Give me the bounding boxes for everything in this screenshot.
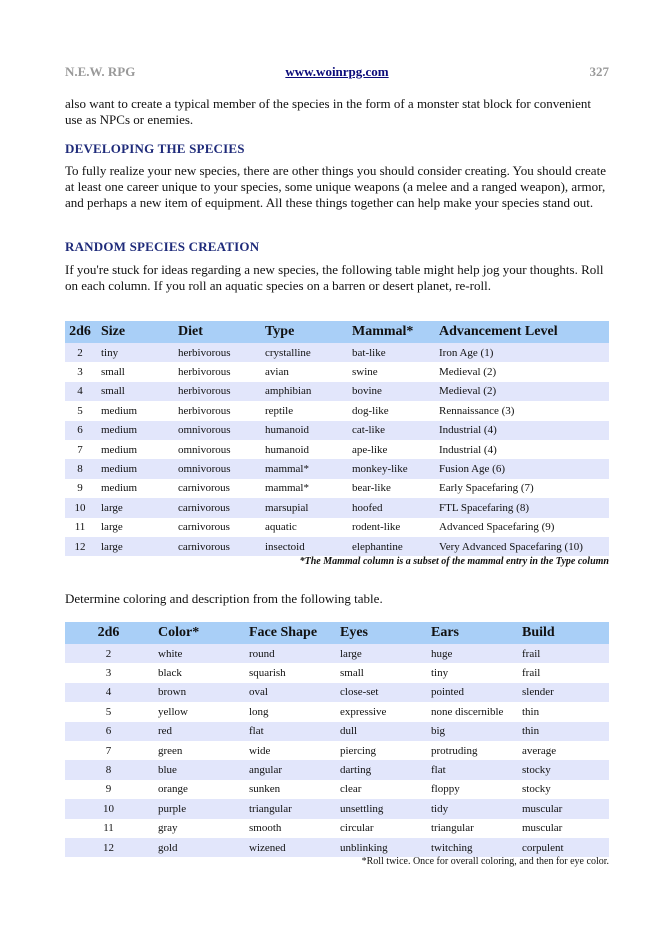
table-cell: small	[95, 362, 172, 381]
table-row	[65, 644, 609, 663]
table-cell: white	[152, 644, 243, 663]
description-table	[65, 622, 609, 857]
table-cell: triangular	[243, 799, 334, 818]
table-cell: Iron Age (1)	[433, 343, 609, 362]
table-cell: frail	[516, 663, 609, 682]
table-cell: average	[516, 741, 609, 760]
table-cell: thin	[516, 702, 609, 721]
table-cell: large	[334, 644, 425, 663]
table-cell: round	[243, 644, 334, 663]
table-cell: carnivorous	[172, 479, 259, 498]
table-row	[65, 421, 609, 440]
table-cell: carnivorous	[172, 498, 259, 517]
table-row	[65, 741, 609, 760]
table-row	[65, 722, 609, 741]
table-cell: ape-like	[346, 440, 433, 459]
table-cell: tidy	[425, 799, 516, 818]
table-cell: dog-like	[346, 401, 433, 420]
table-row	[65, 799, 609, 818]
table-cell: oval	[243, 683, 334, 702]
table-cell: herbivorous	[172, 362, 259, 381]
table-cell: large	[95, 537, 172, 556]
table-cell: swine	[346, 362, 433, 381]
table-cell: pointed	[425, 683, 516, 702]
table-cell: stocky	[516, 780, 609, 799]
table-row	[65, 702, 609, 721]
table-cell: flat	[425, 760, 516, 779]
table-cell: carnivorous	[172, 537, 259, 556]
table-cell: 7	[65, 741, 152, 760]
table-cell: 3	[65, 362, 95, 381]
table-cell: 9	[65, 780, 152, 799]
table-cell: tiny	[425, 663, 516, 682]
table-cell: squarish	[243, 663, 334, 682]
table-cell: huge	[425, 644, 516, 663]
table-cell: stocky	[516, 760, 609, 779]
table-cell: long	[243, 702, 334, 721]
table-cell: muscular	[516, 799, 609, 818]
table-cell: close-set	[334, 683, 425, 702]
table-cell: hoofed	[346, 498, 433, 517]
table-cell: triangular	[425, 819, 516, 838]
running-header	[65, 64, 609, 82]
table-cell: medium	[95, 479, 172, 498]
table-row	[65, 838, 609, 857]
header-book-title: N.E.W. RPG	[65, 64, 136, 79]
table-cell: 6	[65, 421, 95, 440]
table-cell: elephantine	[346, 537, 433, 556]
species-table-header-row	[65, 321, 609, 343]
table-cell: 7	[65, 440, 95, 459]
column-header: Build	[516, 622, 609, 644]
table-cell: 5	[65, 401, 95, 420]
table-cell: angular	[243, 760, 334, 779]
table-cell: floppy	[425, 780, 516, 799]
table-cell: 4	[65, 683, 152, 702]
table-cell: medium	[95, 459, 172, 478]
table-cell: brown	[152, 683, 243, 702]
table-cell: Rennaissance (3)	[433, 401, 609, 420]
table-cell: black	[152, 663, 243, 682]
column-header: Diet	[172, 321, 259, 343]
developing-paragraph: To fully realize your new species, there are other things you should consider creating. You should create at least one career unique to your species, some unique weapons (a melee and a ranged weapon), armor, and perhaps a new item of equipment. All these things together can help make your species stand out.	[65, 163, 606, 210]
table-cell: insectoid	[259, 537, 346, 556]
table-cell: sunken	[243, 780, 334, 799]
table-cell: expressive	[334, 702, 425, 721]
column-header: Face Shape	[243, 622, 334, 644]
table-cell: flat	[243, 722, 334, 741]
table-cell: carnivorous	[172, 518, 259, 537]
table-cell: herbivorous	[172, 401, 259, 420]
table-cell: omnivorous	[172, 459, 259, 478]
column-header: Eyes	[334, 622, 425, 644]
table-cell: yellow	[152, 702, 243, 721]
table-cell: clear	[334, 780, 425, 799]
table-cell: omnivorous	[172, 421, 259, 440]
table-cell: Industrial (4)	[433, 440, 609, 459]
table-cell: 10	[65, 498, 95, 517]
table-cell: darting	[334, 760, 425, 779]
table-cell: 10	[65, 799, 152, 818]
table-cell: bovine	[346, 382, 433, 401]
description-table-header-row	[65, 622, 609, 644]
table-row	[65, 440, 609, 459]
table-row	[65, 498, 609, 517]
table-cell: marsupial	[259, 498, 346, 517]
table-cell: mammal*	[259, 479, 346, 498]
table-cell: large	[95, 518, 172, 537]
table-cell: unblinking	[334, 838, 425, 857]
table-cell: smooth	[243, 819, 334, 838]
table-row	[65, 343, 609, 362]
table-cell: Fusion Age (6)	[433, 459, 609, 478]
table-cell: frail	[516, 644, 609, 663]
table-cell: Early Spacefaring (7)	[433, 479, 609, 498]
table-cell: piercing	[334, 741, 425, 760]
table-cell: FTL Spacefaring (8)	[433, 498, 609, 517]
table-cell: big	[425, 722, 516, 741]
table-cell: omnivorous	[172, 440, 259, 459]
table-cell: corpulent	[516, 838, 609, 857]
section-heading-random: RANDOM SPECIES CREATION	[65, 239, 260, 254]
table-cell: bear-like	[346, 479, 433, 498]
table-cell: cat-like	[346, 421, 433, 440]
table-cell: mammal*	[259, 459, 346, 478]
table-row	[65, 760, 609, 779]
species-table	[65, 321, 609, 556]
table-row	[65, 362, 609, 381]
table-cell: 2	[65, 644, 152, 663]
table-cell: 8	[65, 459, 95, 478]
table-cell: bat-like	[346, 343, 433, 362]
table-cell: gray	[152, 819, 243, 838]
table-cell: 5	[65, 702, 152, 721]
table-cell: wide	[243, 741, 334, 760]
table-cell: wizened	[243, 838, 334, 857]
section-heading-developing: DEVELOPING THE SPECIES	[65, 141, 245, 156]
table-cell: herbivorous	[172, 382, 259, 401]
table-cell: unsettling	[334, 799, 425, 818]
table-cell: slender	[516, 683, 609, 702]
table-cell: 12	[65, 537, 95, 556]
column-header: 2d6	[65, 321, 95, 343]
table-cell: aquatic	[259, 518, 346, 537]
table-cell: green	[152, 741, 243, 760]
table-row	[65, 459, 609, 478]
table-cell: small	[334, 663, 425, 682]
table-cell: protruding	[425, 741, 516, 760]
table-cell: rodent-like	[346, 518, 433, 537]
table-row	[65, 479, 609, 498]
table-cell: red	[152, 722, 243, 741]
column-header: Size	[95, 321, 172, 343]
table-cell: purple	[152, 799, 243, 818]
header-page-number: 327	[589, 64, 609, 79]
table-cell: Very Advanced Spacefaring (10)	[433, 537, 609, 556]
column-header: Advancement Level	[433, 321, 609, 343]
table-row	[65, 819, 609, 838]
table-cell: 12	[65, 838, 152, 857]
column-header: Mammal*	[346, 321, 433, 343]
table-cell: medium	[95, 440, 172, 459]
table-cell: orange	[152, 780, 243, 799]
table-cell: small	[95, 382, 172, 401]
column-header: Type	[259, 321, 346, 343]
species-table-footnote: *The Mammal column is a subset of the mammal entry in the Type column	[299, 556, 609, 567]
table-cell: 3	[65, 663, 152, 682]
table-cell: avian	[259, 362, 346, 381]
table-cell: medium	[95, 401, 172, 420]
table-cell: 9	[65, 479, 95, 498]
table-cell: thin	[516, 722, 609, 741]
table-row	[65, 780, 609, 799]
table-row	[65, 518, 609, 537]
table-cell: herbivorous	[172, 343, 259, 362]
table-cell: medium	[95, 421, 172, 440]
table-row	[65, 683, 609, 702]
table-cell: humanoid	[259, 421, 346, 440]
column-header: 2d6	[65, 622, 152, 644]
table-cell: reptile	[259, 401, 346, 420]
table-row	[65, 382, 609, 401]
table-cell: 11	[65, 819, 152, 838]
intro-paragraph: also want to create a typical member of the species in the form of a monster stat block for convenient use as NPCs or enemies.	[65, 96, 591, 127]
table-cell: 11	[65, 518, 95, 537]
table-cell: muscular	[516, 819, 609, 838]
table-row	[65, 663, 609, 682]
table-cell: Medieval (2)	[433, 362, 609, 381]
table-cell: twitching	[425, 838, 516, 857]
table-cell: Industrial (4)	[433, 421, 609, 440]
table-cell: amphibian	[259, 382, 346, 401]
table-cell: blue	[152, 760, 243, 779]
table-cell: 6	[65, 722, 152, 741]
table-cell: 8	[65, 760, 152, 779]
table-cell: none discernible	[425, 702, 516, 721]
coloring-paragraph: Determine coloring and description from the following table.	[65, 591, 383, 606]
table-cell: dull	[334, 722, 425, 741]
column-header: Ears	[425, 622, 516, 644]
column-header: Color*	[152, 622, 243, 644]
table-cell: crystalline	[259, 343, 346, 362]
table-cell: circular	[334, 819, 425, 838]
table-row	[65, 401, 609, 420]
table-cell: large	[95, 498, 172, 517]
table-cell: Medieval (2)	[433, 382, 609, 401]
random-paragraph: If you're stuck for ideas regarding a new species, the following table might help jog your thoughts. Roll on each column. If you roll an aquatic species on a barren or desert planet, re-roll.	[65, 262, 604, 293]
header-website-link[interactable]: www.woinrpg.com	[285, 64, 389, 79]
table-cell: monkey-like	[346, 459, 433, 478]
table-cell: humanoid	[259, 440, 346, 459]
table-cell: gold	[152, 838, 243, 857]
table-row	[65, 537, 609, 556]
table-cell: Advanced Spacefaring (9)	[433, 518, 609, 537]
table-cell: 2	[65, 343, 95, 362]
description-table-footnote: *Roll twice. Once for overall coloring, and then for eye color.	[361, 856, 609, 867]
table-cell: tiny	[95, 343, 172, 362]
table-cell: 4	[65, 382, 95, 401]
